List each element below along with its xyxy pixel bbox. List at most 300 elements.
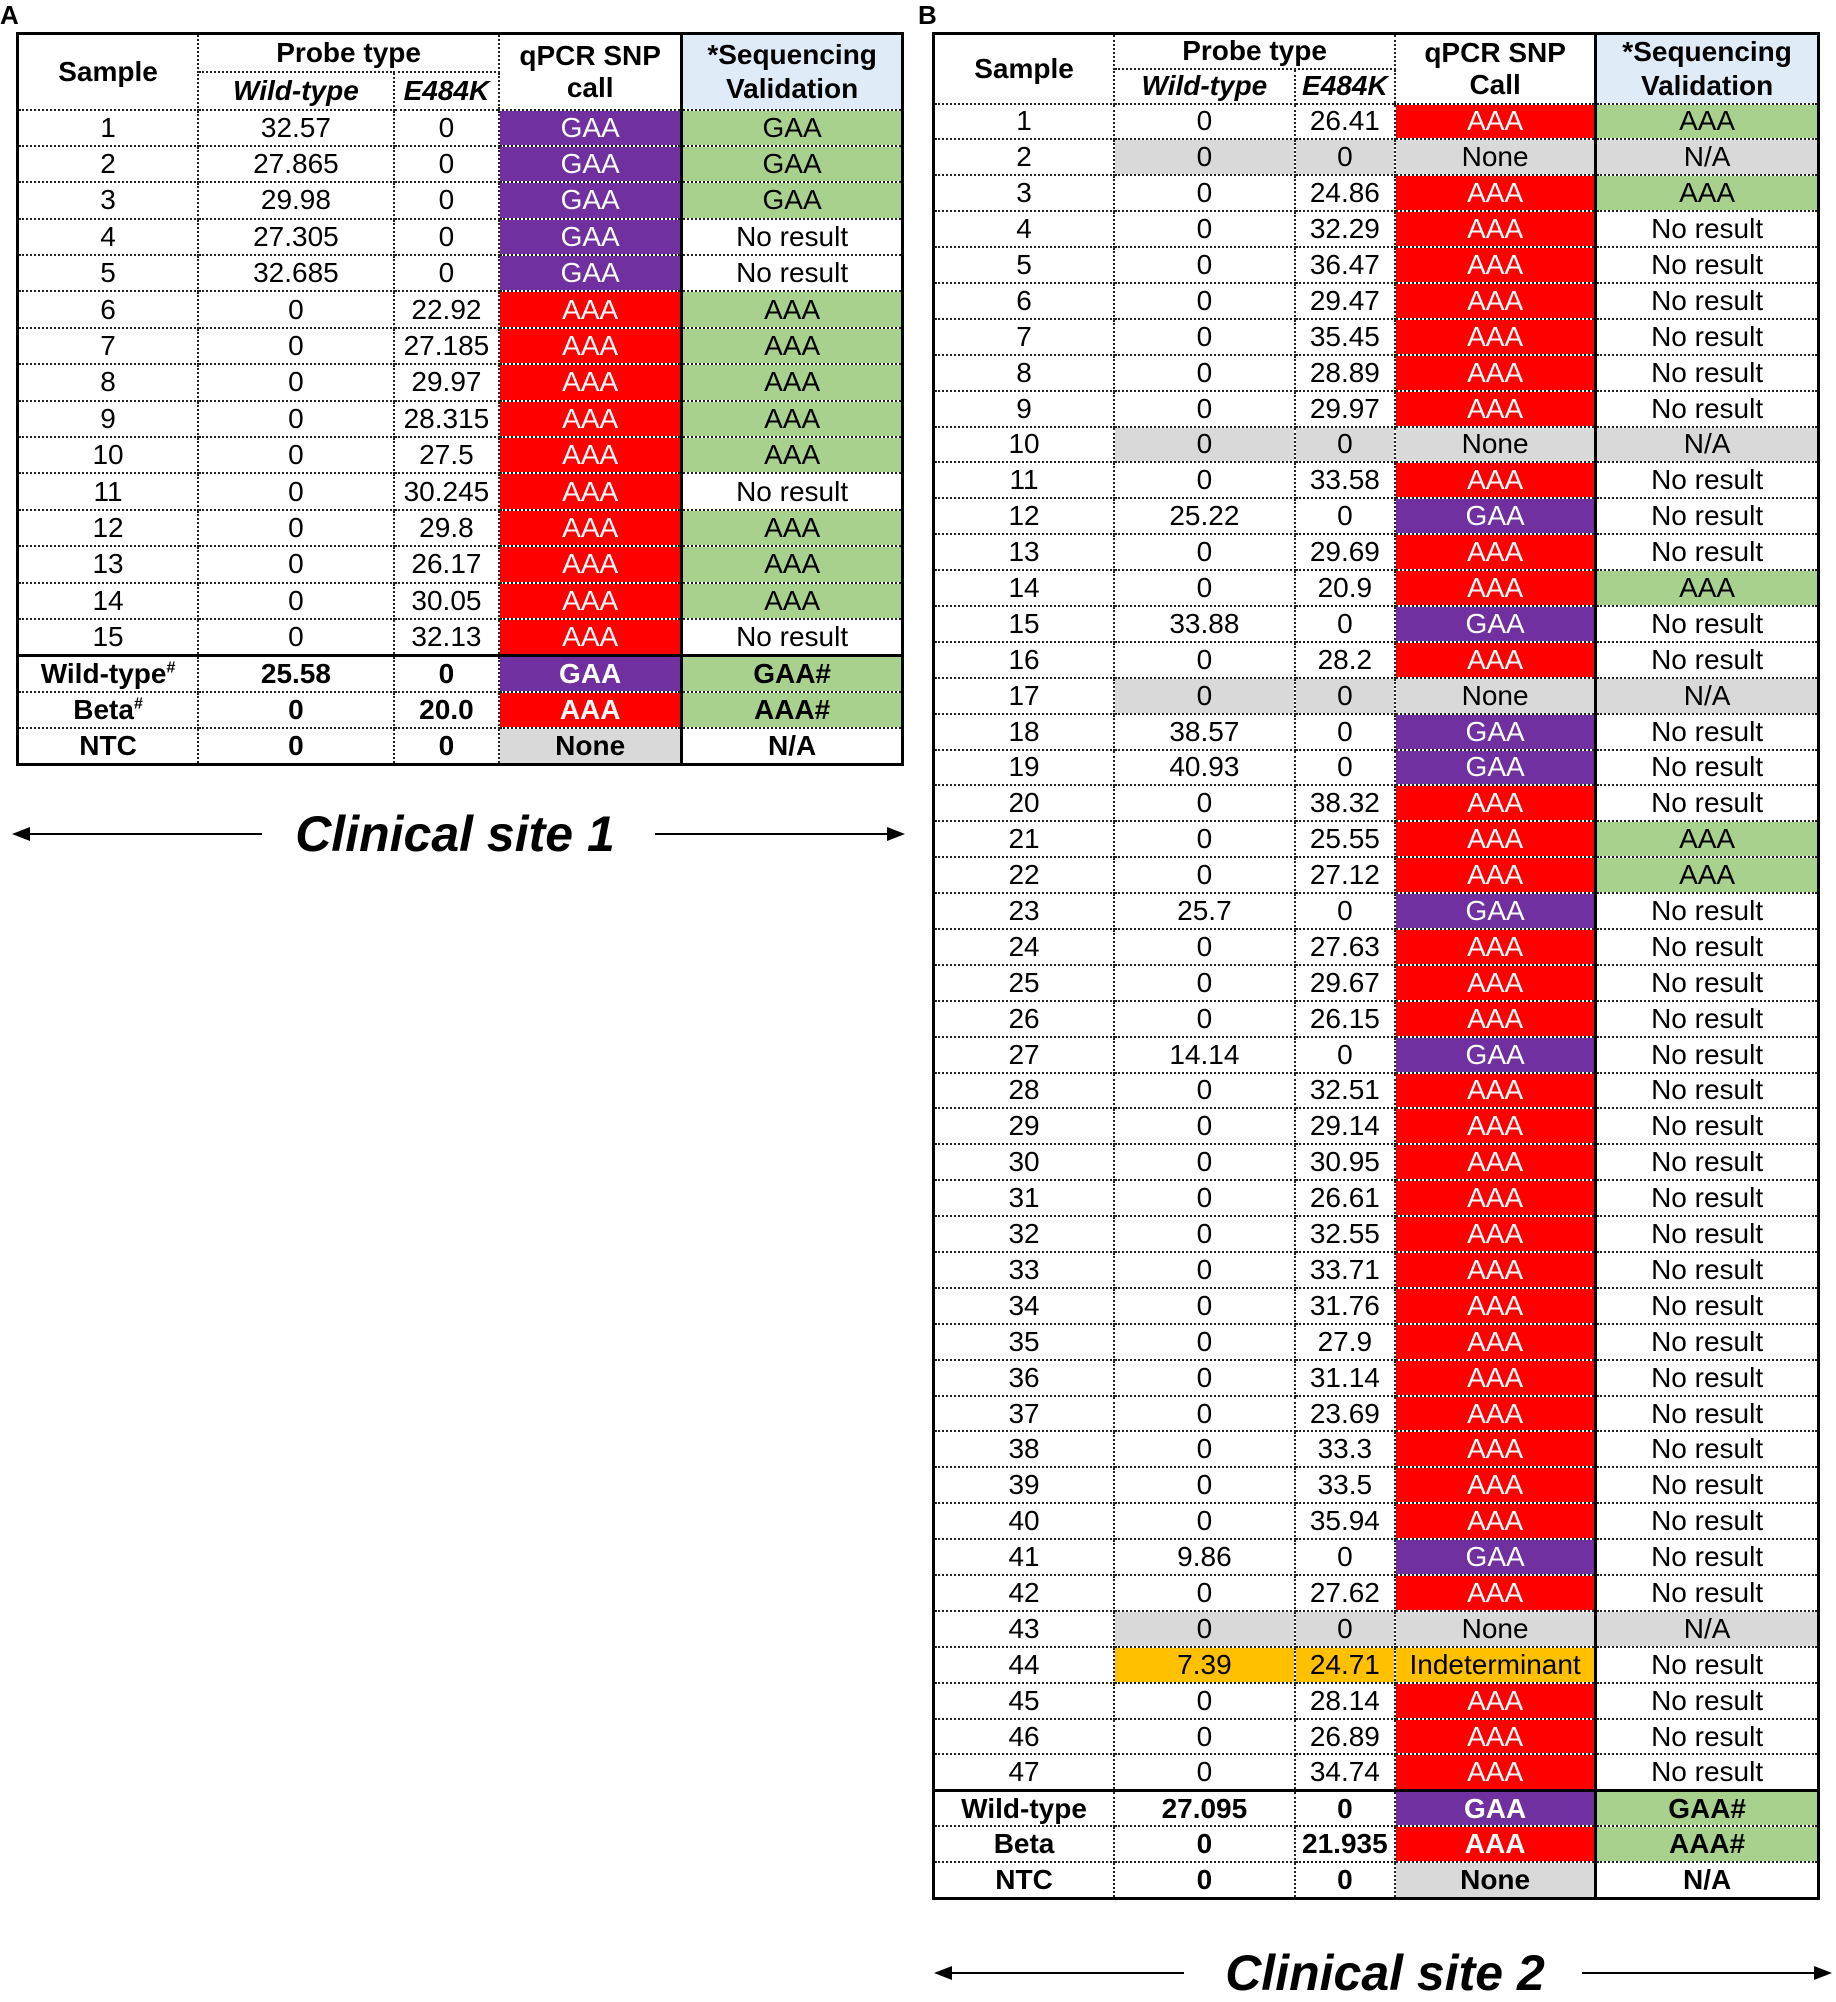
cell-sample: 20 (934, 785, 1115, 821)
cell-e484k: 26.89 (1295, 1719, 1395, 1755)
cell-sample: 10 (18, 437, 199, 473)
cell-sequencing-validation: AAA (682, 328, 903, 364)
cell-wild-type: 0 (1114, 104, 1295, 140)
cell-e484k: 29.69 (1295, 534, 1395, 570)
table-row (934, 785, 1819, 821)
cell-sequencing-validation: No result (1596, 1396, 1819, 1432)
cell-e484k: 32.29 (1295, 211, 1395, 247)
cell-e484k: 25.55 (1295, 821, 1395, 857)
cell-sample: 9 (934, 391, 1115, 427)
cell-qpcr-call: AAA (1395, 1252, 1596, 1288)
cell-sequencing-validation: AAA (682, 401, 903, 437)
cell-sequencing-validation: No result (1596, 1360, 1819, 1396)
table-row (18, 473, 903, 509)
cell-sample: 1 (18, 110, 199, 146)
cell-sample: 13 (934, 534, 1115, 570)
cell-sample: 36 (934, 1360, 1115, 1396)
cell-sample: 44 (934, 1647, 1115, 1683)
cell-e484k: 0 (394, 655, 499, 691)
cell-e484k: 29.97 (394, 364, 499, 400)
cell-e484k: 32.13 (394, 619, 499, 655)
table-row (934, 1216, 1819, 1252)
table-row (934, 1575, 1819, 1611)
cell-wild-type: 0 (198, 510, 394, 546)
table-row (934, 319, 1819, 355)
control-footnote-mark: # (133, 695, 143, 713)
cell-sample: 15 (18, 619, 199, 655)
cell-sequencing-validation: AAA (1596, 175, 1819, 211)
cell-qpcr-call: AAA (499, 583, 682, 619)
table-row (18, 546, 903, 582)
cell-sample: 5 (18, 255, 199, 291)
control-row (934, 1826, 1819, 1862)
cell-qpcr-call: AAA (499, 401, 682, 437)
cell-e484k: 30.05 (394, 583, 499, 619)
cell-sample: 19 (934, 750, 1115, 786)
cell-qpcr-call: AAA (1395, 1467, 1596, 1503)
table-row (934, 1360, 1819, 1396)
control-row (934, 1790, 1819, 1826)
cell-qpcr-call: AAA (499, 546, 682, 582)
cell-wild-type: 32.57 (198, 110, 394, 146)
cell-sequencing-validation: No result (1596, 1288, 1819, 1324)
cell-qpcr-call: None (1395, 1862, 1596, 1898)
cell-wild-type: 0 (198, 291, 394, 327)
cell-e484k: 33.58 (1295, 462, 1395, 498)
cell-sample: 33 (934, 1252, 1115, 1288)
cell-sequencing-validation: N/A (1596, 427, 1819, 463)
cell-qpcr-call: AAA (1395, 1575, 1596, 1611)
cell-qpcr-call: Indeterminant (1395, 1647, 1596, 1683)
table-row (934, 1719, 1819, 1755)
cell-qpcr-call: GAA (499, 255, 682, 291)
cell-e484k: 20.0 (394, 692, 499, 728)
control-name: Beta (993, 1828, 1055, 1860)
cell-sequencing-validation: No result (1596, 642, 1819, 678)
cell-wild-type: 0 (1114, 1001, 1295, 1037)
control-name: Wild-type (40, 657, 167, 689)
table-row (934, 1252, 1819, 1288)
cell-e484k: 27.12 (1295, 857, 1395, 893)
cell-e484k: 28.89 (1295, 355, 1395, 391)
cell-e484k: 0 (1295, 893, 1395, 929)
cell-sample: 35 (934, 1324, 1115, 1360)
cell-e484k: 0 (1295, 1862, 1395, 1898)
cell-e484k: 33.5 (1295, 1467, 1395, 1503)
cell-sample: 9 (18, 401, 199, 437)
cell-sequencing-validation: No result (1596, 1324, 1819, 1360)
table-row (934, 427, 1819, 463)
cell-sequencing-validation: GAA# (682, 655, 903, 691)
cell-sequencing-validation: GAA (682, 110, 903, 146)
cell-qpcr-call: AAA (1395, 175, 1596, 211)
control-name: NTC (79, 730, 137, 762)
cell-wild-type: 0 (1114, 427, 1295, 463)
table-row (934, 498, 1819, 534)
table-row (934, 893, 1819, 929)
table-row (18, 510, 903, 546)
cell-e484k: 0 (394, 219, 499, 255)
cell-wild-type: 0 (1114, 534, 1295, 570)
cell-sequencing-validation: AAA# (682, 692, 903, 728)
table-row (934, 139, 1819, 175)
cell-sample: 30 (934, 1144, 1115, 1180)
cell-e484k: 27.9 (1295, 1324, 1395, 1360)
cell-sequencing-validation: No result (1596, 893, 1819, 929)
cell-wild-type: 0 (1114, 283, 1295, 319)
cell-qpcr-call: AAA (1395, 462, 1596, 498)
cell-qpcr-call: None (1395, 139, 1596, 175)
cell-wild-type: 0 (1114, 462, 1295, 498)
cell-sample: 13 (18, 546, 199, 582)
cell-sequencing-validation: No result (1596, 1001, 1819, 1037)
cell-e484k: 26.61 (1295, 1180, 1395, 1216)
cell-e484k: 36.47 (1295, 247, 1395, 283)
cell-sequencing-validation: No result (1596, 714, 1819, 750)
control-row (18, 728, 903, 764)
panel-label-b: B (918, 0, 937, 30)
cell-sample: 26 (934, 1001, 1115, 1037)
cell-sample: 3 (934, 175, 1115, 211)
cell-wild-type: 0 (1114, 1144, 1295, 1180)
cell-sequencing-validation: No result (1596, 534, 1819, 570)
cell-sequencing-validation: No result (1596, 462, 1819, 498)
cell-sequencing-validation: No result (682, 619, 903, 655)
cell-sequencing-validation: No result (1596, 929, 1819, 965)
cell-wild-type: 0 (1114, 319, 1295, 355)
cell-wild-type: 29.98 (198, 182, 394, 218)
cell-sequencing-validation: No result (1596, 1144, 1819, 1180)
cell-e484k: 0 (1295, 427, 1395, 463)
header-e484k: E484K (1295, 69, 1395, 104)
cell-wild-type: 0 (1114, 1719, 1295, 1755)
cell-qpcr-call: AAA (1395, 1719, 1596, 1755)
cell-sample: 46 (934, 1719, 1115, 1755)
cell-qpcr-call: AAA (499, 619, 682, 655)
table-row (934, 821, 1819, 857)
table-row (934, 750, 1819, 786)
cell-sequencing-validation: AAA (1596, 104, 1819, 140)
cell-e484k: 23.69 (1295, 1396, 1395, 1432)
cell-qpcr-call: AAA (1395, 319, 1596, 355)
cell-qpcr-call: AAA (499, 473, 682, 509)
cell-wild-type: 0 (1114, 785, 1295, 821)
cell-wild-type: 0 (198, 364, 394, 400)
cell-sequencing-validation: No result (1596, 391, 1819, 427)
cell-qpcr-call: AAA (1395, 391, 1596, 427)
cell-e484k: 26.41 (1295, 104, 1395, 140)
table-row (934, 1611, 1819, 1647)
cell-sample: 39 (934, 1467, 1115, 1503)
cell-sample: 34 (934, 1288, 1115, 1324)
cell-wild-type: 0 (1114, 1180, 1295, 1216)
table-row (934, 247, 1819, 283)
cell-sample: 43 (934, 1611, 1115, 1647)
cell-qpcr-call: GAA (1395, 606, 1596, 642)
cell-qpcr-call: AAA (1395, 1073, 1596, 1109)
cell-e484k: 28.315 (394, 401, 499, 437)
cell-sequencing-validation: No result (1596, 750, 1819, 786)
cell-wild-type: 0 (198, 692, 394, 728)
cell-sequencing-validation: No result (1596, 606, 1819, 642)
cell-sequencing-validation: N/A (682, 728, 903, 764)
control-row (18, 655, 903, 691)
table-row (18, 328, 903, 364)
cell-wild-type: 0 (1114, 139, 1295, 175)
cell-e484k: 28.2 (1295, 642, 1395, 678)
cell-sample: 18 (934, 714, 1115, 750)
table-row (934, 1467, 1819, 1503)
table-row (18, 583, 903, 619)
cell-sample: 3 (18, 182, 199, 218)
cell-e484k: 22.92 (394, 291, 499, 327)
table-row (18, 255, 903, 291)
cell-qpcr-call: GAA (1395, 1037, 1596, 1073)
cell-sequencing-validation: No result (1596, 1467, 1819, 1503)
header-sequencing-validation: *Sequencing Validation (682, 34, 903, 110)
cell-qpcr-call: AAA (1395, 1001, 1596, 1037)
cell-qpcr-call: AAA (1395, 1324, 1596, 1360)
cell-qpcr-call: GAA (1395, 1790, 1596, 1826)
cell-wild-type: 27.305 (198, 219, 394, 255)
cell-e484k: 0 (1295, 750, 1395, 786)
cell-qpcr-call: GAA (1395, 714, 1596, 750)
cell-e484k: 31.14 (1295, 1360, 1395, 1396)
cell-e484k: 24.86 (1295, 175, 1395, 211)
table-row (934, 534, 1819, 570)
cell-wild-type: 33.88 (1114, 606, 1295, 642)
cell-qpcr-call: AAA (499, 291, 682, 327)
header-probe-type: Probe type (198, 34, 499, 72)
cell-wild-type: 0 (198, 728, 394, 764)
cell-sequencing-validation: AAA (682, 291, 903, 327)
cell-wild-type: 27.095 (1114, 1790, 1295, 1826)
cell-sample: 6 (934, 283, 1115, 319)
cell-sequencing-validation: No result (1596, 498, 1819, 534)
cell-sequencing-validation: No result (1596, 1216, 1819, 1252)
table-row (934, 570, 1819, 606)
header-probe-type: Probe type (1114, 34, 1395, 69)
cell-e484k: 30.95 (1295, 1144, 1395, 1180)
cell-sample: 8 (934, 355, 1115, 391)
cell-sample: 40 (934, 1503, 1115, 1539)
cell-sequencing-validation: AAA (682, 364, 903, 400)
control-row (934, 1862, 1819, 1898)
table-row (18, 146, 903, 182)
table-row (18, 437, 903, 473)
cell-wild-type: 0 (198, 473, 394, 509)
table-row (934, 857, 1819, 893)
cell-wild-type: 0 (1114, 965, 1295, 1001)
left-arrow-icon (12, 824, 262, 844)
cell-sequencing-validation: No result (1596, 785, 1819, 821)
cell-sequencing-validation: N/A (1596, 1862, 1819, 1898)
cell-qpcr-call: None (1395, 1611, 1596, 1647)
cell-qpcr-call: None (499, 728, 682, 764)
cell-sample: 25 (934, 965, 1115, 1001)
cell-wild-type: 0 (198, 437, 394, 473)
cell-sequencing-validation: No result (1596, 1180, 1819, 1216)
cell-sequencing-validation: No result (1596, 1108, 1819, 1144)
cell-e484k: 31.76 (1295, 1288, 1395, 1324)
cell-wild-type: 0 (198, 583, 394, 619)
table-row (934, 929, 1819, 965)
cell-e484k: 27.63 (1295, 929, 1395, 965)
cell-sample: 27 (934, 1037, 1115, 1073)
table-row (18, 291, 903, 327)
cell-sequencing-validation: No result (1596, 1647, 1819, 1683)
cell-e484k: 32.51 (1295, 1073, 1395, 1109)
cell-e484k: 30.245 (394, 473, 499, 509)
cell-sample: 29 (934, 1108, 1115, 1144)
cell-sample: 42 (934, 1575, 1115, 1611)
table-row (18, 364, 903, 400)
cell-sequencing-validation: No result (1596, 319, 1819, 355)
cell-e484k: 0 (394, 110, 499, 146)
cell-wild-type: 0 (1114, 1826, 1295, 1862)
cell-sequencing-validation: No result (1596, 1754, 1819, 1790)
cell-wild-type: 0 (198, 328, 394, 364)
cell-wild-type: 0 (1114, 1431, 1295, 1467)
cell-sample (18, 692, 199, 728)
cell-wild-type: 32.685 (198, 255, 394, 291)
cell-qpcr-call: AAA (1395, 1431, 1596, 1467)
cell-qpcr-call: GAA (499, 182, 682, 218)
cell-qpcr-call: AAA (1395, 642, 1596, 678)
cell-sample: 2 (934, 139, 1115, 175)
header-qpcr-call: qPCR SNP call (499, 34, 682, 110)
cell-qpcr-call: AAA (499, 328, 682, 364)
cell-qpcr-call: AAA (1395, 1683, 1596, 1719)
table-row (934, 1324, 1819, 1360)
cell-qpcr-call: AAA (1395, 965, 1596, 1001)
cell-e484k: 21.935 (1295, 1826, 1395, 1862)
cell-wild-type: 25.58 (198, 655, 394, 691)
table-row (934, 1503, 1819, 1539)
cell-qpcr-call: AAA (1395, 104, 1596, 140)
cell-e484k: 33.3 (1295, 1431, 1395, 1467)
cell-e484k: 35.45 (1295, 319, 1395, 355)
cell-wild-type: 40.93 (1114, 750, 1295, 786)
cell-sequencing-validation: No result (1596, 1719, 1819, 1755)
cell-wild-type: 14.14 (1114, 1037, 1295, 1073)
cell-e484k: 35.94 (1295, 1503, 1395, 1539)
cell-sequencing-validation: AAA (682, 437, 903, 473)
table-row (934, 1001, 1819, 1037)
cell-sample: 47 (934, 1754, 1115, 1790)
cell-wild-type: 0 (1114, 1108, 1295, 1144)
header-sequencing-validation: *Sequencing Validation (1596, 34, 1819, 104)
cell-e484k: 27.185 (394, 328, 499, 364)
cell-e484k: 26.17 (394, 546, 499, 582)
cell-qpcr-call: AAA (1395, 211, 1596, 247)
cell-qpcr-call: AAA (1395, 1396, 1596, 1432)
control-row (18, 692, 903, 728)
cell-sample (18, 728, 199, 764)
cell-wild-type: 0 (198, 401, 394, 437)
table-row (934, 283, 1819, 319)
cell-sample: 22 (934, 857, 1115, 893)
table-row (934, 175, 1819, 211)
table-row (934, 606, 1819, 642)
table-row (934, 1539, 1819, 1575)
header-e484k: E484K (394, 72, 499, 110)
cell-wild-type: 0 (1114, 1575, 1295, 1611)
table-row (934, 1144, 1819, 1180)
cell-sequencing-validation: N/A (1596, 1611, 1819, 1647)
control-footnote-mark: # (166, 659, 176, 677)
cell-qpcr-call: AAA (1395, 534, 1596, 570)
cell-qpcr-call: None (1395, 678, 1596, 714)
cell-sample: 12 (18, 510, 199, 546)
cell-qpcr-call: AAA (1395, 247, 1596, 283)
cell-wild-type: 0 (1114, 1360, 1295, 1396)
table-row (934, 965, 1819, 1001)
cell-wild-type: 0 (1114, 1252, 1295, 1288)
cell-wild-type: 38.57 (1114, 714, 1295, 750)
cell-qpcr-call: AAA (1395, 785, 1596, 821)
cell-qpcr-call: AAA (1395, 1754, 1596, 1790)
cell-sample: 32 (934, 1216, 1115, 1252)
cell-sample (18, 655, 199, 691)
cell-wild-type: 0 (1114, 247, 1295, 283)
cell-sample: 4 (934, 211, 1115, 247)
cell-e484k: 32.55 (1295, 1216, 1395, 1252)
cell-qpcr-call: GAA (499, 146, 682, 182)
cell-sample: 37 (934, 1396, 1115, 1432)
cell-qpcr-call: AAA (1395, 1180, 1596, 1216)
cell-e484k: 29.14 (1295, 1108, 1395, 1144)
cell-sequencing-validation: No result (1596, 355, 1819, 391)
cell-sequencing-validation: AAA (682, 510, 903, 546)
cell-sequencing-validation: No result (1596, 1575, 1819, 1611)
cell-sequencing-validation: AAA# (1596, 1826, 1819, 1862)
cell-sequencing-validation: No result (1596, 1503, 1819, 1539)
cell-wild-type: 7.39 (1114, 1647, 1295, 1683)
table-row (18, 401, 903, 437)
table-row (18, 619, 903, 655)
cell-e484k: 0 (1295, 1790, 1395, 1826)
cell-e484k: 33.71 (1295, 1252, 1395, 1288)
cell-e484k: 0 (1295, 606, 1395, 642)
cell-sample: 8 (18, 364, 199, 400)
cell-sequencing-validation: N/A (1596, 678, 1819, 714)
cell-qpcr-call: AAA (499, 692, 682, 728)
cell-sample: 11 (934, 462, 1115, 498)
cell-wild-type: 25.22 (1114, 498, 1295, 534)
cell-wild-type: 0 (1114, 175, 1295, 211)
cell-sequencing-validation: No result (1596, 1431, 1819, 1467)
cell-e484k: 0 (394, 182, 499, 218)
cell-sequencing-validation: No result (1596, 1683, 1819, 1719)
cell-e484k: 28.14 (1295, 1683, 1395, 1719)
cell-sample (934, 1862, 1115, 1898)
cell-e484k: 0 (1295, 139, 1395, 175)
cell-sample: 7 (934, 319, 1115, 355)
right-arrow-icon (1582, 1963, 1832, 1983)
cell-qpcr-call: GAA (1395, 1539, 1596, 1575)
cell-e484k: 0 (1295, 1539, 1395, 1575)
cell-sample: 7 (18, 328, 199, 364)
table-row (934, 1180, 1819, 1216)
cell-sequencing-validation: No result (1596, 247, 1819, 283)
table-row (934, 391, 1819, 427)
cell-e484k: 24.71 (1295, 1647, 1395, 1683)
cell-qpcr-call: AAA (499, 437, 682, 473)
header-sample: Sample (18, 34, 199, 110)
cell-wild-type: 0 (1114, 1288, 1295, 1324)
table-row (934, 678, 1819, 714)
